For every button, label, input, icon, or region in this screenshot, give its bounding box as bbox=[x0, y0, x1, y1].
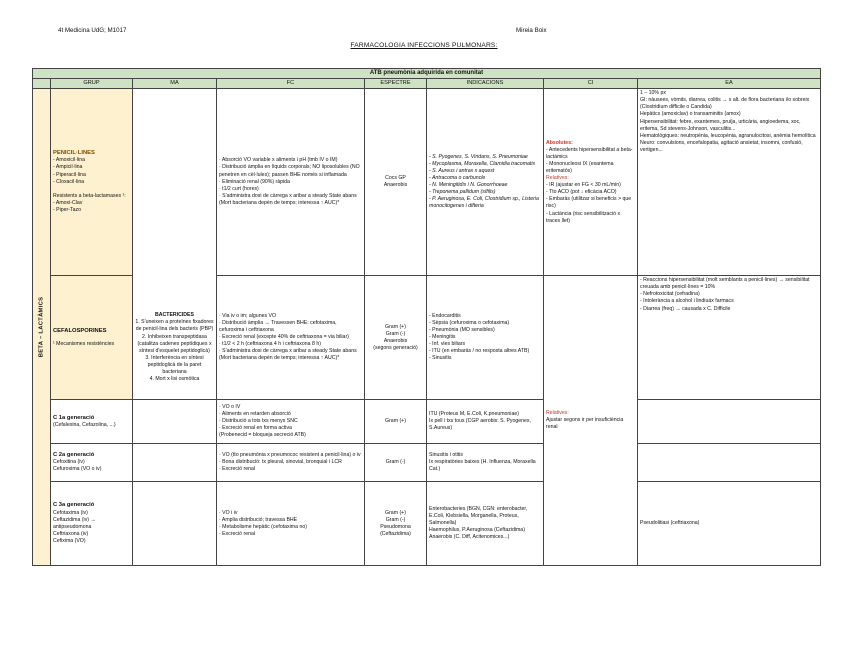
indicacions-cell: - Endocarditis - Sèpsia (cefuroxima o cefotaxima) - Pneumònia (MO sensibles) - Meningitis - Inf. vies biliars - ITU (en embaràs / no resposta altres ATB) - Sinusitis bbox=[427, 276, 544, 400]
fc-cell: · Via iv o im; algunes VO · Distribució àmplia → Travessen BHE: cefotaxima, cefuroxima i ceftriaxona · Excreció renal (excepte 40% de ceftriaxona = via biliar) · t1/2 < 2 h (ceftriaxona 4 h i ceftriaxona 8 h) · S'administra dosi de càrrega x aribar a steady State abans (Mort bacteriana depèn de temps; interessa ↑ AUC)* bbox=[217, 276, 365, 400]
table-row-c1 bbox=[33, 400, 821, 444]
ci-cell bbox=[544, 89, 638, 276]
table-row-penicillines bbox=[33, 89, 821, 276]
ea-cell: 1 – 10% px GI: nàusees, vòmits, diarrea, colitis → x alt. de flora bacteriana i/o sobreix (Clostridium difficile o Candida) Hepàtics (amoxiclav) o transaminitis (amox) Hipersensibilitat: febre, exantemes, pruïja, urticària, angioedema, xoc, eritema, Sd stevens-Johnson, vasculitis... Hematològiques: neutropènia, leucopènia, agranulocitosi, anèmia hemolítica Neuro: convulsions, encefalopatia, agitació ansietat, insomni, confusió, vertigen... bbox=[638, 89, 821, 276]
fc-cell: · VO (tto pneumònia x pneumococ resistent a penicil·lina) o iv · Bona distribució: tx pleural, sinovial, bronquial i LCR · Excreció renal bbox=[217, 444, 365, 482]
pharmacology-table bbox=[32, 58, 821, 566]
col-header-ma: MA bbox=[133, 79, 217, 89]
band-row bbox=[33, 69, 821, 79]
top-spacer-row bbox=[33, 58, 821, 69]
ma-empty-cell bbox=[133, 482, 217, 566]
grup-title: CEFALOSPORINES bbox=[53, 327, 107, 334]
grup-body: ¹ Mecanismes resistències bbox=[53, 340, 115, 347]
col-header-espectre: ESPECTRE bbox=[365, 79, 427, 89]
ma-title: BACTERICIDES bbox=[155, 312, 194, 319]
fc-cell: · Absorció VO variable x aliments i pH (tmb IV o IM) · Distribució àmplia en líquids corporals; NO liposolubles (NO penetren en cèl·lules); passen BHE només si inflamada · Eliminació renal (90%) ràpida · t1/2 curt (hores) · S'administra dosi de càrrega x aribar a steady State abans (Mort bacteriana depèn de temps; interessa ↑ AUC)* bbox=[217, 89, 365, 276]
col-header-ci: CI bbox=[544, 79, 638, 89]
column-header-row bbox=[33, 79, 821, 89]
ea-cell: - Reaccions hipersensibilitat (molt semblants a penicil·lines) → sensibilitat creuada amb penicil·lines = 10% - Nefrotoxicitat (cefradina) - Intolerància a alcohol i lindiuáx farmacs - Diarrea (freq) → causada x C. Difficile bbox=[638, 276, 821, 400]
col-header-indicacions: INDICACIONS bbox=[427, 79, 544, 89]
indicacions-cell: ITU (Proteus M, E.Coli, K.pneumoniae) Ix pell i txs tous (CGP aerobis: S. Pyogenes, S.Aureus) bbox=[427, 400, 544, 444]
grup-cell bbox=[51, 400, 133, 444]
grup-body: Cefotaxima (iv) Ceftazidima (iv) → antipseudomona Ceftriaxona (iv) Cefixima (VO) bbox=[53, 509, 96, 544]
ci-relatives-label: Relatives: bbox=[546, 175, 569, 182]
grup-body: (Cefalexina, Cefazolina, ...) bbox=[53, 421, 116, 428]
espectre-cell: Gram (+) Gram (-) Pseudomona (Ceftazidima) bbox=[365, 482, 427, 566]
ci-absolutes-label: Absolutes: bbox=[546, 139, 573, 146]
espectre-cell: Gram (+) Gram (-) Anaerobis (segons generació) bbox=[365, 276, 427, 400]
grup-title: C 3a generació bbox=[53, 502, 95, 509]
side-label-cell bbox=[33, 89, 51, 566]
ci-cell bbox=[544, 276, 638, 566]
indicacions-cell: Enterobacteries (BGN, CGN: enterobacter, E.Coli, Klebsiella, Morganella, Proteus, Salmonella) Haemophilus, P.Aeruginosa (Ceftazidima) Anaerobis (C. Diff, Acitenomices...) bbox=[427, 482, 544, 566]
grup-body: - Amoxicil·lina - Ampicil·lina - Piperacil·lina - Cloxacil·lina Resistents a beta-lactamases ¹: - Amoxi-Clav - Piper-Tazo bbox=[53, 157, 126, 214]
indicacions-cell: Sinusitis i otitis Ix respiratòries baixes (H. Influenza, Moraxella Cat.) bbox=[427, 444, 544, 482]
table-row-c2 bbox=[33, 444, 821, 482]
fc-cell: · VO o IV · Aliments en retarden absorció · Distribució a tots txs menys SNC · Excreció renal en forma activa (Probenecid = bloqueja secreció ATB) bbox=[217, 400, 365, 444]
grup-body: Cefoxitina (iv) Cefuroxima (VO o iv) bbox=[53, 459, 102, 473]
ea-cell bbox=[638, 400, 821, 444]
espectre-cell: Gram (-) bbox=[365, 444, 427, 482]
page-title: FARMACOLOGIA INFECCIONS PULMONARS: bbox=[350, 42, 498, 49]
ma-empty-cell bbox=[133, 400, 217, 444]
ma-empty-cell bbox=[133, 444, 217, 482]
grup-title: PENICIL·LINES bbox=[53, 150, 95, 157]
col-header-side bbox=[33, 79, 51, 89]
ci-relatives: Ajustar segons ir per insuficiència renal bbox=[546, 417, 624, 431]
col-header-grup: GRUP bbox=[51, 79, 133, 89]
ci-absolutes: - Antecedents hipersensibilitat a beta-lactàmics - Mononucleosi IX (exantema eritematós) bbox=[546, 146, 633, 174]
ma-body: 1. S'uneixen a proteïnes fixadores de penicil·lina dels bacteris (PBP) 2. Inhibeixen transpeptidasa (catalitza cadenes peptídiques x síntesi d'esquelet peptidoglicà) 3. Interferència en síntesi peptidoglicà de la paret bacteriana 4. Mort x lisi osmòtica bbox=[135, 319, 214, 383]
espectre-cell: Cocs GP Anaerobis bbox=[365, 89, 427, 276]
side-label: BETA – LACTÀMICS bbox=[37, 296, 44, 358]
grup-title: C 2a generació bbox=[53, 452, 95, 459]
author-name: Mireia Boix bbox=[516, 27, 547, 34]
ea-cell bbox=[638, 444, 821, 482]
ci-relatives: - IR (ajustar en FG < 30 mL/min) - Tto ACO (pot ↓ eficàcia ACO) - Embaràs (utilitzar si beneficis > que risc) - Lactància (risc sensibilització x traces llet) bbox=[546, 182, 632, 224]
ci-relatives-label: Relatives: bbox=[546, 410, 569, 417]
grup-cell bbox=[51, 444, 133, 482]
indicacions-cell: - S. Pyogenes, S. Viridans, S. Pneumoniae - Mycoplasma, Moraxella, Clamidia tracomatis - S. Aureus i antrax x aquest - Antracoma o carbuncle - N. Meningitidis i N. Gonorrhoeae - Treponema pallidum (sífilis) - P. Aeruginosa, E. Coli, Clostridium sp., Listeria monocitogenes i difteria bbox=[427, 89, 544, 276]
grup-title: C 1a generació bbox=[53, 414, 95, 421]
ea-cell: Pseudolitiasi (ceftriaxona) bbox=[638, 482, 821, 566]
grup-cell bbox=[51, 482, 133, 566]
fc-cell: · VO i iv · Amplia distribució; travessa BHE · Metabolisme hepàtic (cefotaxima no) · Excreció renal bbox=[217, 482, 365, 566]
grup-cell bbox=[51, 276, 133, 400]
espectre-cell: Gram (+) bbox=[365, 400, 427, 444]
course-label: 4t Medicina UdG; M1017 bbox=[58, 27, 127, 34]
col-header-ea: EA bbox=[638, 79, 821, 89]
grup-cell bbox=[51, 89, 133, 276]
ma-cell bbox=[133, 89, 217, 400]
page-header bbox=[0, 0, 848, 58]
table-row-c3 bbox=[33, 482, 821, 566]
band-title: ATB pneumònia adquirida en comunitat bbox=[33, 69, 821, 79]
col-header-fc: FC bbox=[217, 79, 365, 89]
